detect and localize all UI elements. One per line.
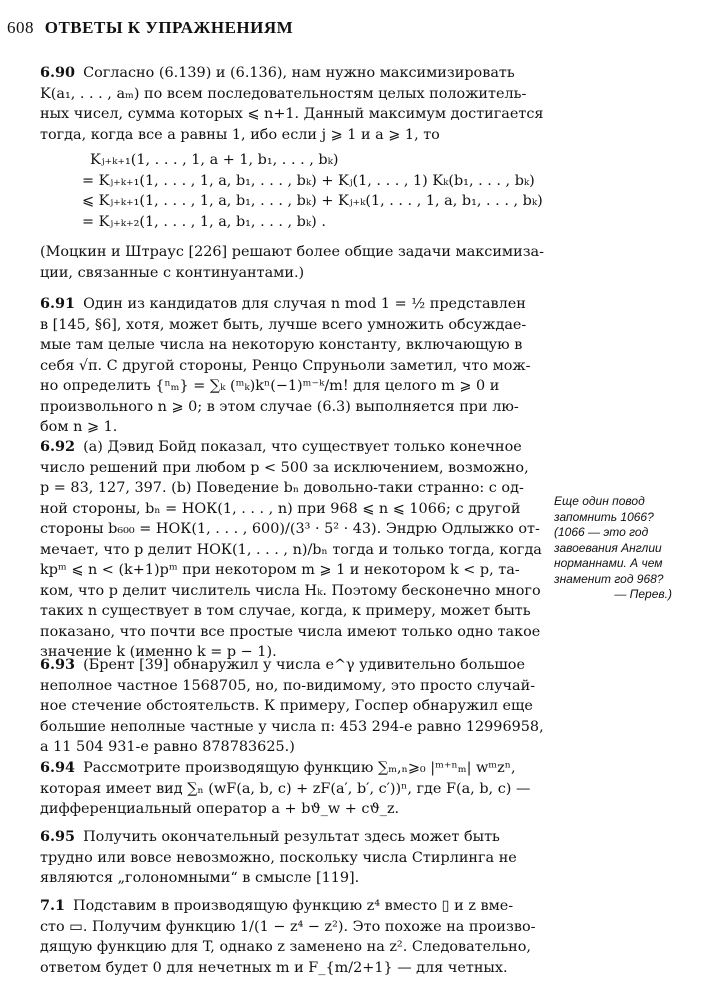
text-line: стороны b₆₀₀ = НОК(1, . . . , 600)/(3³ · 5² · 43). Эндрю Одлыжко от- — [40, 521, 540, 537]
text-line: себя √π. С другой стороны, Ренцо Спруньоли заметил, что мож- — [40, 357, 531, 374]
exercise-number: 6.91 — [40, 295, 76, 312]
exercise-number: 6.94 — [40, 759, 76, 776]
answer-6-93 — [40, 655, 544, 758]
text-line: (Брент [39] обнаружил у числа e^γ удивительно большое — [83, 657, 525, 673]
answer-6-90 — [40, 63, 544, 145]
text-line: большие неполные частные у числа π: 453 294-е равно 12996958, — [40, 718, 544, 735]
exercise-number: 6.93 — [40, 656, 76, 673]
text-line: Рассмотрите производящую функцию ∑ₘ,ₙ⩾₀ |ᵐ⁺ⁿₘ| wᵐzⁿ, — [83, 760, 516, 776]
text-line: дифференциальный оператор a + bϑ_w + cϑ_z. — [40, 801, 400, 817]
text-line: число решений при любом p < 500 за исключением, возможно, — [40, 459, 529, 476]
text-line: дящую функцию для T, однако z заменено на z². Следовательно, — [40, 939, 532, 955]
text-line: ных чисел, сумма которых ⩽ n+1. Данный максимум достигается — [40, 106, 544, 122]
exercise-number: 6.90 — [40, 64, 76, 81]
note-line: запомнить 1066? — [554, 509, 654, 524]
note-line: Еще один повод — [554, 494, 645, 508]
answer-6-94 — [40, 758, 540, 820]
text-line: тогда, когда все a равны 1, ибо если j ⩾ 1 и a ⩾ 1, то — [40, 126, 440, 143]
equation-line: ⩽ Kⱼ₊ₖ₊₁(1, . . . , 1, a, b₁, . . . , bₖ) + Kⱼ₊ₖ(1, . . . , 1, a, b₁, . . . , bₖ) — [82, 193, 543, 209]
text-line: являются „голономными“ в смысле [119]. — [40, 870, 360, 886]
text-line: Получить окончательный результат здесь может быть — [83, 829, 500, 845]
text-line: мечает, что p делит НОК(1, . . . , n)/bₙ тогда и только тогда, когда — [40, 541, 542, 558]
text-line: (a) Дэвид Бойд показал, что существует только конечное — [83, 439, 522, 455]
text-line: мые там целые числа на некоторую константу, включающую в — [40, 337, 523, 353]
text-line: K(a₁, . . . , aₘ) по всем последовательностям целых положитель- — [40, 85, 527, 102]
text-line: трудно или вовсе невозможно, поскольку числа Стирлинга не — [40, 849, 517, 866]
text-line: показано, что почти все простые числа имеют только одно такое — [40, 623, 541, 640]
text-line: p = 83, 127, 397. (b) Поведение bₙ довольно-таки странно: с од- — [40, 480, 524, 496]
text-line: неполное частное 1568705, но, по-видимому, это просто случай- — [40, 677, 536, 694]
text-line: а 11 504 931-е равно 878783625.) — [40, 739, 295, 755]
equation-line: = Kⱼ₊ₖ₊₂(1, . . . , 1, a, b₁, . . . , bₖ) . — [82, 213, 326, 230]
equation-line: = Kⱼ₊ₖ₊₁(1, . . . , 1, a, b₁, . . . , bₖ) + Kⱼ(1, . . . , 1) Kₖ(b₁, . . . , bₖ) — [82, 172, 535, 189]
text-line: бом n ⩾ 1. — [40, 419, 118, 435]
note-signature: — Перев.) — [614, 587, 672, 601]
text-line: ции, связанные с континуантами.) — [40, 264, 305, 281]
exercise-number: 6.92 — [40, 438, 76, 455]
page-number: 608 — [7, 18, 34, 37]
answer-6-95 — [40, 827, 540, 889]
text-line: сто ▭. Получим функцию 1/(1 − z⁴ − z²). Это похоже на произво- — [40, 918, 536, 935]
text-line: Один из кандидатов для случая n mod 1 = ½ представлен — [83, 296, 526, 312]
text-line: Подставим в производящую функцию z⁴ вместо ▯ и z вме- — [73, 898, 514, 914]
exercise-number: 6.95 — [40, 828, 76, 845]
text-line: ное стечение обстоятельств. К примеру, Госпер обнаружил еще — [40, 698, 533, 714]
text-line: произвольного n ⩾ 0; в этом случае (6.3) выполняется при лю- — [40, 398, 519, 415]
answer-6-91 — [40, 294, 540, 438]
note-line: завоевания Англии — [554, 540, 662, 555]
text-line: (Моцкин и Штраус [226] решают более общие задачи максимиза- — [40, 244, 544, 260]
margin-note — [554, 494, 700, 603]
text-line: таких n существует в том случае, когда, к примеру, может быть — [40, 603, 531, 619]
text-line: но определить {ⁿₘ} = ∑ₖ (ᵐₖ)kⁿ(−1)ᵐ⁻ᵏ/m! для целого m ⩾ 0 и — [40, 378, 500, 394]
text-line: в [145, §6], хотя, может быть, лучше всего умножить обсуждае- — [40, 316, 527, 333]
exercise-number: 7.1 — [40, 897, 66, 914]
answer-6-90-note — [40, 242, 544, 283]
text-line: ответом будет 0 для нечетных m и F_{m/2+1} — для четных. — [40, 959, 508, 976]
chapter-title: ОТВЕТЫ К УПРАЖНЕНИЯМ — [44, 18, 294, 37]
display-equation — [82, 150, 542, 232]
answer-7-1 — [40, 896, 540, 978]
note-line: норманнами. А чем — [554, 556, 663, 570]
text-line: значение k (именно k = p − 1). — [40, 644, 277, 660]
text-line: которая имеет вид ∑ₙ (wF(a, b, c) + zF(a′, b′, c′))ⁿ, где F(a, b, c) — — [40, 780, 531, 797]
text-line: kpᵐ ⩽ n < (k+1)pᵐ при некотором m ⩾ 1 и некотором k < p, та- — [40, 562, 520, 578]
note-line: (1066 — это год — [554, 525, 649, 539]
text-line: Согласно (6.139) и (6.136), нам нужно максимизировать — [83, 65, 515, 81]
equation-line: Kⱼ₊ₖ₊₁(1, . . . , 1, a + 1, b₁, . . . , bₖ) — [90, 152, 339, 168]
text-line: ком, что p делит числитель числа Hₖ. Поэтому бесконечно много — [40, 582, 541, 599]
running-header — [7, 18, 607, 48]
note-line: знаменит год 968? — [554, 571, 664, 586]
answer-6-92 — [40, 437, 540, 663]
text-line: ной стороны, bₙ = НОК(1, . . . , n) при 968 ⩽ n ⩽ 1066; с другой — [40, 500, 521, 517]
